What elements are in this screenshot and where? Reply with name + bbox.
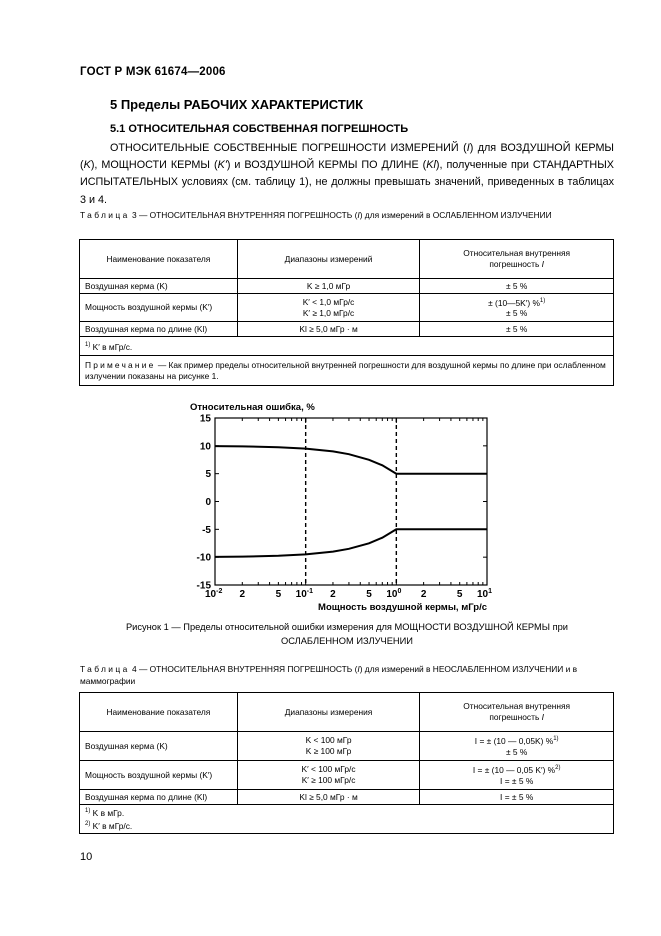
chart-y-tick-label: 10 (199, 441, 211, 453)
table-row: Воздушная керма (K) K ≥ 1,0 мГр ± 5 % (80, 279, 614, 294)
section-title: 5 Пределы РАБОЧИХ ХАРАКТЕРИСТИК (110, 97, 364, 112)
chart-y-tick-label: 0 (205, 497, 211, 508)
table-row: Мощность воздушной кермы (K′) K′ < 100 мГр/с K′ ≥ 100 мГр/с I = ± (10 — 0,05 K′) %$^{2)}$ I = ± 5 % (80, 761, 614, 790)
table-row: Воздушная керма по длине (Kl) Kl ≥ 5,0 мГр · м I = ± 5 % (80, 790, 614, 805)
chart-y-tick-label: -15 (196, 580, 211, 592)
table4-header-name: Наименование показателя (80, 693, 238, 732)
page-number: 10 (80, 851, 93, 863)
table3-header-name: Наименование показателя (80, 240, 238, 279)
chart-y-tick-label: -5 (202, 524, 211, 536)
table-row: Мощность воздушной кермы (K′) K′ < 1,0 мГр/с K′ ≥ 1,0 мГр/с ± (10—5K′) %$^{1)}$ ± 5 % (80, 294, 614, 322)
table4 (79, 692, 614, 834)
relative-error-chart (180, 398, 500, 616)
chart-x-tick-label: 5 (366, 589, 372, 600)
chart-x-tick-label: 5 (275, 589, 282, 600)
table4-footnotes: $^{1)}$ K в мГр. $^{2)}$ K′ в мГр/с. (80, 805, 614, 834)
chart-x-tick-label: 2 (239, 589, 246, 600)
table3-footnote: $^{1)}$ K′ в мГр/с. (80, 337, 614, 356)
table4-header-range: Диапазоны измерения (237, 693, 420, 732)
chart-x-axis-label: Мощность воздушной кермы, мГр/с (318, 602, 487, 613)
chart-x-tick-label: 2 (420, 589, 427, 600)
document-header: ГОСТ Р МЭК 61674—2006 (80, 66, 226, 78)
table3 (79, 239, 614, 386)
subsection-title: 5.1 ОТНОСИТЕЛЬНАЯ СОБСТВЕННАЯ ПОГРЕШНОСТЬ (110, 123, 409, 135)
figure-caption: Рисунок 1 — Пределы относительной ошибки измерения для МОЩНОСТИ ВОЗДУШНОЙ КЕРМЫ при ОСЛАБЛЕННОМ ИЗЛУЧЕНИИ (125, 622, 568, 646)
chart-y-tick-label: -10 (196, 552, 211, 564)
table4-header-error: Относительная внутренняя погрешность I (420, 693, 614, 732)
table4-caption: Таблица 4 — ОТНОСИТЕЛЬНАЯ ВНУТРЕННЯЯ ПОГРЕШНОСТЬ (I) для измерений в НЕОСЛАБЛЕННОМ ИЗЛУЧЕНИИ и в маммографии (80, 664, 578, 686)
chart-y-tick-label: 15 (199, 413, 211, 425)
chart-x-tick-label: $10^{-1}$ (295, 588, 314, 600)
chart-x-tick-label: $10^{-2}$ (205, 588, 223, 600)
table3-note: Примечание — Как пример пределы относительной внутренней погрешности для воздушной кермы по длине при ослабленном излучении показаны на рисунке 1. (80, 356, 614, 386)
table3-header-error: Относительная внутренняя погрешность I (420, 240, 614, 279)
table-row: Воздушная керма (K) K < 100 мГр K ≥ 100 мГр I = ± (10 — 0,05K) %$^{1)}$ ± 5 % (80, 732, 614, 761)
chart-x-tick-label: $10^1$ (477, 588, 493, 600)
chart-plot-frame (215, 418, 487, 585)
chart-y-tick-label: 5 (205, 469, 211, 481)
table3-caption: Таблица 3 — ОТНОСИТЕЛЬНАЯ ВНУТРЕННЯЯ ПОГРЕШНОСТЬ (I) для измерений в ОСЛАБЛЕННОМ ИЗЛУЧЕНИИ (80, 210, 552, 220)
chart-lower-limit-line (215, 529, 487, 557)
chart-y-axis-label: Относительная ошибка, % (190, 402, 315, 413)
chart-x-tick-label: 5 (456, 589, 463, 600)
chart-x-tick-label: 2 (330, 589, 336, 600)
table-row: Воздушная керма по длине (Kl) Kl ≥ 5,0 мГр · м ± 5 % (80, 322, 614, 337)
chart-x-tick-label: $10^0$ (386, 588, 402, 600)
table3-header-range: Диапазоны измерений (237, 240, 420, 279)
body-paragraph: ОТНОСИТЕЛЬНЫЕ СОБСТВЕННЫЕ ПОГРЕШНОСТИ ИЗМЕРЕНИЙ (I) для ВОЗДУШНОЙ КЕРМЫ (K), МОЩНОСТИ КЕРМЫ (K') и ВОЗДУШНОЙ КЕРМЫ ПО ДЛИНЕ (Kl), полученные при СТАНДАРТНЫХ ИСПЫТАТЕЛЬНЫХ условиях (см. таблицу 1), не должны превышать значений, приведенных в таблицах 3 и 4. (80, 142, 614, 206)
chart-upper-limit-line (215, 446, 487, 474)
